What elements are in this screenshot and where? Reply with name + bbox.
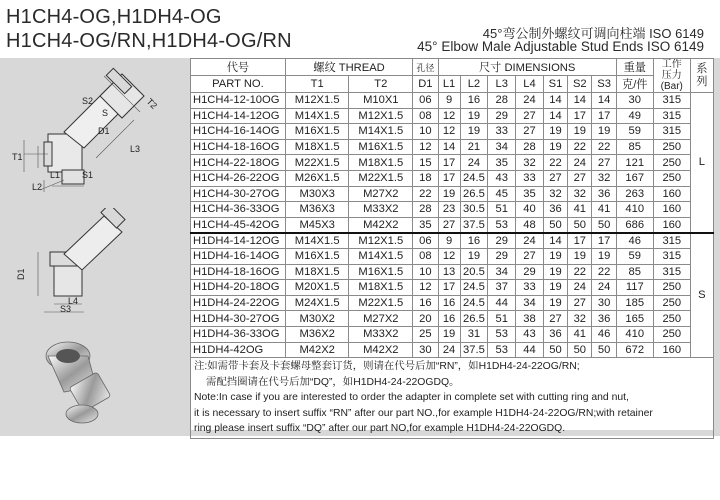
table-cell: 12: [413, 280, 438, 296]
part-number-cell: H1CH4-30-27OG: [191, 186, 286, 202]
table-cell: 250: [653, 170, 690, 186]
table-cell: 17: [438, 170, 460, 186]
table-cell: 19: [460, 248, 488, 264]
table-cell: 35: [413, 217, 438, 233]
table-cell: 24: [438, 342, 460, 358]
table-cell: 19: [438, 326, 460, 342]
part-number-cell: H1DH4-42OG: [191, 342, 286, 358]
table-cell: M45X3: [285, 217, 349, 233]
table-cell: 36: [543, 202, 567, 218]
header-pressure-unit: (Bar): [660, 81, 683, 92]
header-part-cn: 代号: [191, 59, 286, 76]
part-number-cell: H1CH4-14-12OG: [191, 108, 286, 124]
table-cell: 32: [592, 170, 616, 186]
elbow-drawing-l-series: [4, 62, 186, 192]
table-row: [191, 155, 714, 171]
label-s1: S1: [82, 170, 94, 180]
table-cell: M12X1.5: [285, 93, 349, 109]
part-number-cell: H1DH4-16-14OG: [191, 248, 286, 264]
table-cell: 27: [543, 170, 567, 186]
part-number-cell: H1CH4-45-42OG: [191, 217, 286, 233]
table-cell: 20: [413, 311, 438, 327]
table-cell: 10: [413, 264, 438, 280]
table-cell: 22: [413, 186, 438, 202]
table-cell: 53: [488, 326, 516, 342]
page-title: H1CH4-OG,H1DH4-OG: [6, 6, 222, 28]
table-cell: 37: [488, 280, 516, 296]
table-cell: 34: [516, 295, 544, 311]
table-cell: M10X1: [349, 93, 413, 109]
table-cell: 26.5: [460, 186, 488, 202]
table-cell: M16X1.5: [285, 248, 349, 264]
label-l1: L1: [50, 170, 61, 180]
table-cell: 315: [653, 233, 690, 249]
table-cell: 29: [488, 108, 516, 124]
table-cell: 30: [616, 93, 653, 109]
table-cell: 37.5: [460, 342, 488, 358]
label-l2: L2: [32, 182, 43, 192]
table-cell: 19: [460, 124, 488, 140]
table-cell: 160: [653, 217, 690, 233]
table-cell: 17: [568, 233, 592, 249]
table-cell: 29: [516, 264, 544, 280]
table-cell: 44: [488, 295, 516, 311]
table-cell: 410: [616, 202, 653, 218]
table-cell: 27: [516, 248, 544, 264]
table-cell: 40: [516, 202, 544, 218]
table-cell: 06: [413, 233, 438, 249]
notes-cell: [191, 358, 714, 439]
table-cell: 19: [592, 124, 616, 140]
label-l4: L4: [68, 296, 79, 306]
page-title-line2: H1CH4-OG/RN,H1DH4-OG/RN: [6, 30, 292, 52]
table-cell: 85: [616, 264, 653, 280]
table-cell: 53: [488, 342, 516, 358]
subtitle-chinese: 45°弯公制外螺纹可调向柱端 ISO 6149: [482, 26, 704, 41]
label-t1: T1: [12, 152, 23, 162]
header-d1: D1: [413, 76, 438, 93]
table-cell: 34: [488, 264, 516, 280]
table-cell: 24.5: [460, 280, 488, 296]
table-cell: 250: [653, 139, 690, 155]
label-d1: D1: [98, 126, 110, 136]
table-cell: 30: [413, 342, 438, 358]
spec-table-container: [190, 58, 714, 435]
part-number-cell: H1CH4-16-14OG: [191, 124, 286, 140]
table-row: [191, 202, 714, 218]
table-cell: M18X1.5: [285, 139, 349, 155]
table-row: [191, 248, 714, 264]
table-cell: 250: [653, 155, 690, 171]
table-cell: 27: [592, 155, 616, 171]
table-cell: 32: [568, 311, 592, 327]
table-cell: M36X2: [285, 326, 349, 342]
table-cell: 16: [438, 311, 460, 327]
table-cell: 12: [438, 108, 460, 124]
table-cell: 165: [616, 311, 653, 327]
part-number-cell: H1DH4-20-18OG: [191, 280, 286, 296]
header-thread: 螺纹 THREAD: [285, 59, 412, 76]
table-cell: 45: [488, 186, 516, 202]
table-cell: M12X1.5: [349, 233, 413, 249]
table-cell: 29: [488, 248, 516, 264]
header-pressure-cn1: 工作: [661, 59, 682, 70]
part-number-cell: H1CH4-22-18OG: [191, 155, 286, 171]
table-cell: 13: [438, 264, 460, 280]
table-cell: M24X1.5: [285, 295, 349, 311]
table-cell: 14: [543, 108, 567, 124]
table-cell: 16: [460, 233, 488, 249]
part-number-cell: H1DH4-30-27OG: [191, 311, 286, 327]
subtitle-english: 45° Elbow Male Adjustable Stud Ends ISO 6149: [417, 39, 704, 54]
note-line: 注:如需带卡套及卡套螺母整套订货，则请在代号后加“RN”，如H1DH4-24-22OG/RN;: [194, 361, 580, 373]
table-cell: 19: [543, 139, 567, 155]
table-cell: 12: [438, 124, 460, 140]
table-cell: 9: [438, 233, 460, 249]
table-cell: M22X1.5: [349, 295, 413, 311]
table-cell: 121: [616, 155, 653, 171]
table-cell: M30X2: [285, 311, 349, 327]
table-cell: 50: [592, 217, 616, 233]
table-cell: 46: [592, 326, 616, 342]
table-cell: M12X1.5: [349, 108, 413, 124]
table-cell: 23: [438, 202, 460, 218]
table-cell: M16X1.5: [349, 264, 413, 280]
table-cell: 25: [413, 326, 438, 342]
table-cell: 19: [543, 295, 567, 311]
header-s3: S3: [592, 76, 616, 93]
part-number-cell: H1DH4-36-33OG: [191, 326, 286, 342]
header-l3: L3: [488, 76, 516, 93]
table-cell: 19: [543, 248, 567, 264]
note-line: it is necessary to insert suffix “RN” after our part NO.,for example H1DH4-24-22OG/RN;with retainer: [194, 407, 653, 419]
table-cell: 43: [516, 326, 544, 342]
table-cell: 29: [488, 233, 516, 249]
table-cell: 53: [488, 217, 516, 233]
series-cell-l: L: [690, 93, 713, 233]
table-cell: 19: [460, 108, 488, 124]
part-number-cell: H1CH4-18-16OG: [191, 139, 286, 155]
table-cell: 22: [543, 155, 567, 171]
table-cell: 15: [413, 155, 438, 171]
header-l4: L4: [516, 76, 544, 93]
table-cell: M22X1.5: [349, 170, 413, 186]
table-cell: 410: [616, 326, 653, 342]
table-cell: M20X1.5: [285, 280, 349, 296]
table-cell: 24: [516, 233, 544, 249]
label-s2: S2: [82, 96, 94, 106]
table-cell: 17: [568, 108, 592, 124]
table-cell: M36X3: [285, 202, 349, 218]
header-l1: L1: [438, 76, 460, 93]
header-series: [690, 59, 713, 93]
table-row: [191, 108, 714, 124]
table-cell: 50: [568, 217, 592, 233]
drawing-column: [4, 62, 186, 432]
table-cell: 24: [568, 280, 592, 296]
header-t2: T2: [349, 76, 413, 93]
header-weight-cn: 重量: [616, 59, 653, 76]
note-line: Note:In case if you are interested to order the adapter in complete set with cutting ring and nut,: [194, 392, 629, 404]
table-cell: 27: [516, 124, 544, 140]
table-cell: 22: [592, 264, 616, 280]
header-pressure-cn2: 压力: [661, 70, 682, 81]
table-cell: 24: [568, 155, 592, 171]
table-cell: 17: [592, 108, 616, 124]
table-cell: 16: [438, 295, 460, 311]
table-cell: M26X1.5: [285, 170, 349, 186]
table-cell: 22: [568, 139, 592, 155]
table-cell: 30.5: [460, 202, 488, 218]
table-cell: 14: [568, 93, 592, 109]
label-s: S: [102, 108, 109, 118]
table-cell: 27: [568, 170, 592, 186]
table-row: [191, 280, 714, 296]
table-cell: M14X1.5: [349, 248, 413, 264]
table-cell: 315: [653, 93, 690, 109]
table-row: [191, 139, 714, 155]
table-cell: 44: [516, 342, 544, 358]
header-t1: T1: [285, 76, 349, 93]
table-cell: 20.5: [460, 264, 488, 280]
table-cell: M14X1.5: [349, 124, 413, 140]
table-cell: 50: [592, 342, 616, 358]
table-cell: 117: [616, 280, 653, 296]
label-s3: S3: [60, 304, 72, 314]
table-cell: 41: [568, 202, 592, 218]
table-cell: M14X1.5: [285, 233, 349, 249]
table-cell: 185: [616, 295, 653, 311]
table-cell: 24: [460, 155, 488, 171]
table-cell: 35: [488, 155, 516, 171]
header-hole: 孔径: [413, 59, 438, 76]
table-cell: 50: [568, 342, 592, 358]
header-series-cn1: 系: [696, 62, 708, 75]
table-cell: 17: [438, 155, 460, 171]
table-cell: 24.5: [460, 170, 488, 186]
table-cell: M42X2: [285, 342, 349, 358]
spec-table: [190, 58, 714, 439]
table-cell: 12: [438, 248, 460, 264]
label-d1-s: D1: [16, 268, 26, 280]
table-cell: 17: [592, 233, 616, 249]
table-row: [191, 326, 714, 342]
table-cell: 24: [516, 93, 544, 109]
table-cell: 167: [616, 170, 653, 186]
table-cell: 51: [488, 202, 516, 218]
table-cell: 41: [592, 202, 616, 218]
header-part-en: PART NO.: [191, 76, 286, 93]
table-cell: 51: [488, 311, 516, 327]
table-cell: 35: [516, 186, 544, 202]
table-cell: 18: [413, 170, 438, 186]
table-cell: 08: [413, 248, 438, 264]
table-cell: 33: [516, 280, 544, 296]
table-cell: 08: [413, 108, 438, 124]
table-cell: 30: [592, 295, 616, 311]
table-cell: 19: [543, 124, 567, 140]
table-cell: 250: [653, 326, 690, 342]
table-cell: 33: [516, 170, 544, 186]
table-cell: 250: [653, 311, 690, 327]
table-cell: 250: [653, 280, 690, 296]
table-cell: 59: [616, 248, 653, 264]
table-row: [191, 311, 714, 327]
part-number-cell: H1DH4-14-12OG: [191, 233, 286, 249]
table-cell: 27: [438, 217, 460, 233]
table-cell: 22: [592, 139, 616, 155]
table-cell: 41: [568, 326, 592, 342]
table-cell: M42X2: [349, 342, 413, 358]
table-cell: 32: [568, 186, 592, 202]
table-cell: 36: [592, 311, 616, 327]
table-cell: 33: [488, 124, 516, 140]
table-row: [191, 264, 714, 280]
table-cell: M30X3: [285, 186, 349, 202]
table-cell: 59: [616, 124, 653, 140]
header-weight-unit: 克/件: [616, 76, 653, 93]
table-row: [191, 295, 714, 311]
note-line: ring please insert suffix “DQ” after our part NO,for example H1DH4-24-22OGDQ.: [194, 423, 566, 435]
table-cell: 36: [592, 186, 616, 202]
table-cell: 14: [543, 93, 567, 109]
label-t2: T2: [144, 96, 160, 111]
table-cell: M33X2: [349, 326, 413, 342]
table-cell: M18X1.5: [285, 264, 349, 280]
header-dimensions: 尺寸 DIMENSIONS: [438, 59, 616, 76]
table-cell: 16: [460, 93, 488, 109]
table-cell: 10: [413, 124, 438, 140]
table-cell: 315: [653, 108, 690, 124]
table-cell: 37.5: [460, 217, 488, 233]
table-row: [191, 233, 714, 249]
table-cell: 43: [488, 170, 516, 186]
table-cell: 27: [543, 311, 567, 327]
table-cell: 28: [516, 139, 544, 155]
table-cell: 50: [543, 217, 567, 233]
table-cell: 19: [568, 124, 592, 140]
table-cell: M42X2: [349, 217, 413, 233]
table-cell: 21: [460, 139, 488, 155]
table-cell: M14X1.5: [285, 108, 349, 124]
table-cell: 32: [543, 186, 567, 202]
table-cell: 31: [460, 326, 488, 342]
part-number-cell: H1CH4-26-22OG: [191, 170, 286, 186]
table-cell: 49: [616, 108, 653, 124]
table-cell: 19: [543, 264, 567, 280]
table-cell: 46: [616, 233, 653, 249]
table-cell: M18X1.5: [349, 155, 413, 171]
header-s2: S2: [568, 76, 592, 93]
part-number-cell: H1CH4-12-10OG: [191, 93, 286, 109]
table-cell: 250: [653, 295, 690, 311]
notes-row: [191, 358, 714, 439]
table-cell: 48: [516, 217, 544, 233]
table-cell: 22: [568, 264, 592, 280]
table-cell: 27: [568, 295, 592, 311]
table-row: [191, 124, 714, 140]
header-pressure: [653, 59, 690, 93]
table-row: [191, 186, 714, 202]
table-row: [191, 342, 714, 358]
label-l3: L3: [130, 144, 141, 154]
table-cell: M27X2: [349, 311, 413, 327]
table-cell: 85: [616, 139, 653, 155]
table-cell: 14: [543, 233, 567, 249]
table-cell: 27: [516, 108, 544, 124]
table-cell: 38: [516, 311, 544, 327]
table-cell: M18X1.5: [349, 280, 413, 296]
part-number-cell: H1DH4-18-16OG: [191, 264, 286, 280]
table-row: [191, 217, 714, 233]
table-cell: 19: [592, 248, 616, 264]
table-cell: M16X1.5: [285, 124, 349, 140]
fitting-photo: [4, 330, 186, 426]
series-cell-s: S: [690, 233, 713, 358]
table-cell: 315: [653, 264, 690, 280]
table-cell: 160: [653, 186, 690, 202]
table-cell: M33X2: [349, 202, 413, 218]
table-cell: 34: [488, 139, 516, 155]
table-cell: 36: [543, 326, 567, 342]
part-number-cell: H1DH4-24-22OG: [191, 295, 286, 311]
table-cell: 686: [616, 217, 653, 233]
table-cell: 19: [438, 186, 460, 202]
elbow-drawing-s-series: [4, 208, 186, 318]
table-cell: 672: [616, 342, 653, 358]
table-cell: 06: [413, 93, 438, 109]
table-cell: 19: [543, 280, 567, 296]
table-cell: 12: [413, 139, 438, 155]
table-cell: 50: [543, 342, 567, 358]
table-cell: M22X1.5: [285, 155, 349, 171]
part-number-cell: H1CH4-36-33OG: [191, 202, 286, 218]
table-cell: 16: [413, 295, 438, 311]
table-cell: 315: [653, 124, 690, 140]
table-cell: 160: [653, 342, 690, 358]
table-row: [191, 93, 714, 109]
table-cell: 9: [438, 93, 460, 109]
table-cell: 26.5: [460, 311, 488, 327]
table-cell: 315: [653, 248, 690, 264]
header-l2: L2: [460, 76, 488, 93]
table-cell: 263: [616, 186, 653, 202]
table-cell: 14: [592, 93, 616, 109]
table-cell: 24.5: [460, 295, 488, 311]
table-cell: 28: [488, 93, 516, 109]
header-series-cn2: 列: [696, 75, 708, 88]
table-cell: 24: [592, 280, 616, 296]
table-cell: 160: [653, 202, 690, 218]
header-s1: S1: [543, 76, 567, 93]
table-cell: 28: [413, 202, 438, 218]
table-cell: 17: [438, 280, 460, 296]
table-row: [191, 170, 714, 186]
table-cell: M27X2: [349, 186, 413, 202]
note-line: 需配挡圈请在代号后加“DQ”，如H1DH4-24-22OGDQ。: [206, 376, 460, 388]
table-cell: 19: [568, 248, 592, 264]
table-cell: 14: [438, 139, 460, 155]
table-cell: 32: [516, 155, 544, 171]
table-cell: M16X1.5: [349, 139, 413, 155]
